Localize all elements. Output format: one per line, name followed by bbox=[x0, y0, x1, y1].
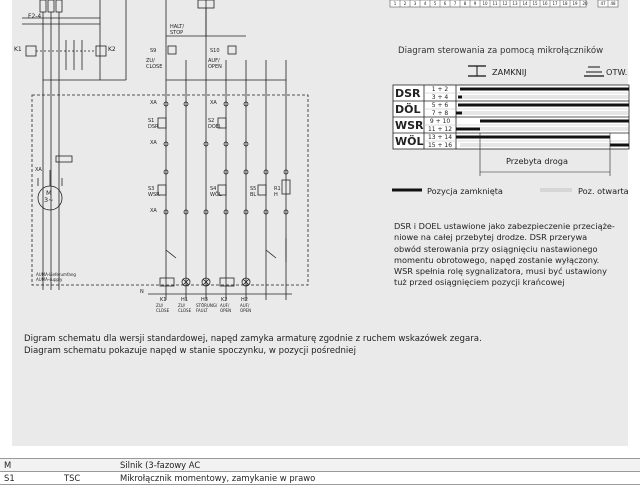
row-name-dol: DÖL bbox=[395, 103, 421, 116]
motor-label: M 3~ bbox=[44, 189, 54, 204]
bottom-label-2: ZU/ CLOSE bbox=[178, 303, 192, 313]
halt-stop-label: HALT/ STOP bbox=[170, 24, 185, 36]
lamp-label-h1: H1 bbox=[181, 297, 188, 303]
terminal-number: 12 bbox=[502, 1, 508, 6]
terminal-number: 7 bbox=[453, 1, 457, 6]
description-line: momentu obrotowego, napęd zostanie wyłączony. bbox=[394, 254, 600, 265]
bottom-label-3: STÖRUNG/ FAULT bbox=[196, 303, 218, 313]
lamp-label-h2: H2 bbox=[241, 297, 248, 303]
row-name-wol: WÖL bbox=[395, 135, 424, 148]
description-line: DSR i DOEL ustawione jako zabezpieczenie przeciąże- bbox=[394, 221, 615, 231]
r1-h-label: R1 H bbox=[274, 186, 281, 198]
legend-alt-code: TSC bbox=[60, 472, 116, 485]
lamp-label-k1: K1 bbox=[160, 297, 167, 303]
terminal-label: F2-4 bbox=[28, 13, 42, 20]
component-legend-table bbox=[0, 458, 640, 485]
open-direction-label: OTW. bbox=[606, 67, 628, 77]
xa-label-3: XA bbox=[150, 140, 157, 146]
diagram-title: Diagram sterowania za pomocą mikrołączników bbox=[398, 46, 604, 56]
s10-label: S10 bbox=[210, 48, 220, 54]
bottom-label-5: AUF/ OPEN bbox=[240, 303, 252, 313]
pin-label: 3 + 4 bbox=[431, 94, 449, 101]
legend-closed-label: Pozycja zamknięta bbox=[427, 186, 503, 196]
caption-line-1: Digram schematu dla wersji standardowej, napęd zamyka armaturę zgodnie z ruchem wskazówek zegara. bbox=[24, 334, 482, 344]
terminal-number: 47 bbox=[600, 1, 606, 6]
auma-supply-label: AUMA-Lieferumfang AUMA-supply bbox=[36, 272, 76, 282]
terminal-number: 20 bbox=[582, 1, 588, 6]
pin-label: 5 + 6 bbox=[431, 102, 449, 109]
k1-label: K1 bbox=[14, 46, 22, 53]
terminal-number: 18 bbox=[562, 1, 568, 6]
legend-code: S1 bbox=[0, 472, 60, 485]
close-direction-label: ZAMKNIJ bbox=[492, 67, 527, 77]
table-row bbox=[0, 459, 640, 472]
terminal-number: 14 bbox=[522, 1, 528, 6]
terminal-number: 6 bbox=[443, 1, 447, 6]
pin-label: 13 + 14 bbox=[427, 134, 453, 141]
legend-description: Silnik (3-fazowy AC bbox=[116, 459, 640, 472]
terminal-number: 5 bbox=[433, 1, 437, 6]
xa-label-4: XA bbox=[35, 167, 42, 173]
table-row bbox=[0, 472, 640, 485]
description-line: obwód sterowania przy osiągnięciu nastawionego bbox=[394, 243, 598, 254]
s3-wsr-label: S3 WSR bbox=[148, 186, 160, 198]
pin-label: 9 + 10 bbox=[429, 118, 451, 125]
description-line: tuż przed osiągnięciem pozycji krańcowej bbox=[394, 277, 565, 288]
terminal-number: 19 bbox=[572, 1, 578, 6]
row-name-dsr: DSR bbox=[395, 87, 421, 100]
terminal-extra-strip bbox=[598, 0, 618, 7]
terminal-number: 4 bbox=[423, 1, 427, 6]
legend-open-label: Poz. otwarta bbox=[578, 186, 629, 196]
description-line: niowe na całej przebytej drodze. DSR przerywa bbox=[394, 232, 588, 243]
terminal-number: 11 bbox=[492, 1, 498, 6]
legend-code: M bbox=[0, 459, 60, 472]
terminal-number: 2 bbox=[403, 1, 407, 6]
bottom-label-4: AUF/ OPEN bbox=[220, 303, 232, 313]
caption-line-2: Diagram schematu pokazuje napęd w stanie spoczynku, w pozycji pośredniej bbox=[24, 346, 356, 356]
xa-label-5: XA bbox=[150, 208, 157, 214]
pin-label: 1 + 2 bbox=[431, 86, 449, 93]
terminal-number: 9 bbox=[473, 1, 477, 6]
terminal-number: 13 bbox=[512, 1, 518, 6]
s2-doel-label: S2 DOEL bbox=[208, 118, 222, 130]
s4-wol-label: S4 WÖL bbox=[210, 186, 222, 198]
terminal-number: 15 bbox=[532, 1, 538, 6]
bottom-label-1: ZU/ CLOSE bbox=[156, 303, 170, 313]
pin-label: 11 + 12 bbox=[427, 126, 453, 133]
s9-label: S9 bbox=[150, 48, 157, 54]
terminal-number: 3 bbox=[413, 1, 417, 6]
description-text bbox=[394, 221, 626, 289]
travel-label: Przebyta droga bbox=[506, 156, 568, 166]
auf-open-top-label: AUF/ OPEN bbox=[208, 58, 222, 70]
legend-description: Mikrołącznik momentowy, zamykanie w prawo bbox=[116, 472, 640, 485]
s1-dsr-label: S1 DSR bbox=[148, 118, 159, 130]
terminal-number-strip bbox=[390, 0, 590, 7]
terminal-number: 1 bbox=[393, 1, 397, 6]
s5-bl-label: S5 BL bbox=[250, 186, 257, 198]
terminal-number: 10 bbox=[482, 1, 488, 6]
terminal-number: 16 bbox=[542, 1, 548, 6]
terminal-number: 17 bbox=[552, 1, 558, 6]
pin-label: 7 + 8 bbox=[431, 110, 449, 117]
xa-label-1: XA bbox=[150, 100, 157, 106]
terminal-number: 48 bbox=[610, 1, 616, 6]
lamp-label-h3: H3 bbox=[201, 297, 208, 303]
lamp-label-k2: K2 bbox=[221, 297, 228, 303]
description-line: WSR spełnia rolę sygnalizatora, musi być ustawiony bbox=[394, 266, 607, 277]
legend-alt-code bbox=[60, 459, 116, 472]
pin-label: 15 + 16 bbox=[427, 142, 453, 149]
zu-close-top-label: ZU/ CLOSE bbox=[146, 58, 163, 70]
neutral-label: N bbox=[140, 289, 144, 295]
xa-label-2: XA bbox=[210, 100, 217, 106]
row-name-wsr: WSR bbox=[395, 119, 424, 132]
terminal-number: 8 bbox=[463, 1, 467, 6]
k2-label: K2 bbox=[108, 46, 116, 53]
